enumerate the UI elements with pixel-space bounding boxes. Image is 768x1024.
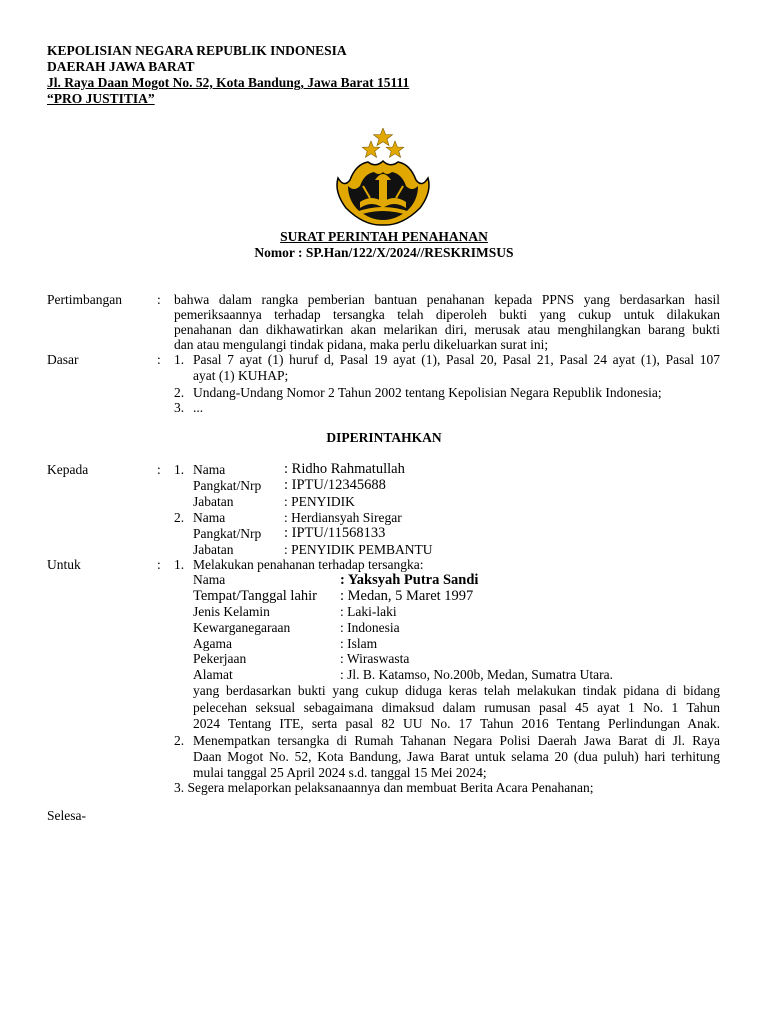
pertimbangan-line-1: bahwa dalam rangka pemberian bantuan penahanan kepada PPNS yang berdasarkan hasil	[174, 292, 720, 307]
dasar-item-1-line-1: Pasal 7 ayat (1) huruf d, Pasal 19 ayat (1), Pasal 20, Pasal 21, Pasal 24 ayat (1), Pasal 107	[193, 352, 720, 367]
header-pro-justitia: “PRO JUSTITIA”	[47, 91, 155, 106]
kepada-person-2-val-jabatan: : PENYIDIK PEMBANTU	[284, 542, 433, 557]
dasar-item-1-line-2: ayat (1) KUHAP;	[193, 368, 289, 383]
police-emblem	[330, 128, 436, 226]
kepada-person-1-key-jabatan: Jabatan	[193, 494, 234, 509]
untuk-item-1-num: 1.	[174, 557, 185, 572]
suspect-key-occupation: Pekerjaan	[193, 651, 247, 666]
kepada-person-2-val-nama: : Herdiansyah Siregar	[284, 510, 402, 525]
kepada-person-1-num: 1.	[174, 462, 185, 477]
suspect-val-ttl: : Medan, 5 Maret 1997	[340, 588, 474, 604]
dasar-item-2-line-1: Undang-Undang Nomor 2 Tahun 2002 tentang Kepolisian Negara Republik Indonesia;	[193, 385, 662, 400]
suspect-key-gender: Jenis Kelamin	[193, 604, 270, 619]
untuk-colon: :	[157, 557, 161, 572]
untuk-item-1-para-2: pelecehan seksual sebagaimana dimaksud dalam rumusan pasal 45 ayat 1 No. 1 Tahun	[193, 700, 720, 715]
untuk-item-1-para-1: yang berdasarkan bukti yang cukup diduga keras telah melakukan tindak pidana di bidang	[193, 683, 720, 698]
suspect-key-address: Alamat	[193, 667, 233, 682]
untuk-item-2-line-2: Daan Mogot No. 52, Kota Bandung, Jawa Barat untuk selama 20 (dua puluh) hari terhitung	[193, 749, 720, 764]
suspect-key-religion: Agama	[193, 636, 232, 651]
kepada-person-2-val-pangkat: : IPTU/11568133	[284, 525, 386, 541]
kepada-person-2-key-jabatan: Jabatan	[193, 542, 234, 557]
pertimbangan-label: Pertimbangan	[47, 292, 122, 307]
untuk-label: Untuk	[47, 557, 81, 572]
kepada-person-1-val-pangkat: : IPTU/12345688	[284, 477, 386, 493]
suspect-val-address: : Jl. B. Katamso, No.200b, Medan, Sumatra Utara.	[340, 667, 613, 682]
pertimbangan-colon: :	[157, 292, 161, 307]
kepada-person-2-key-pangkat: Pangkat/Nrp	[193, 526, 262, 541]
suspect-val-citizenship: : Indonesia	[340, 620, 400, 635]
dasar-item-3-line-1: ...	[193, 400, 204, 415]
pertimbangan-line-2: pemeriksaannya terhadap tersangka telah diperoleh bukti yang cukup untuk dilakukan	[174, 307, 720, 322]
dasar-item-1-num: 1.	[174, 352, 185, 367]
untuk-item-1-intro: Melakukan penahanan terhadap tersangka:	[193, 557, 424, 572]
untuk-item-3: 3. Segera melaporkan pelaksanaannya dan membuat Berita Acara Penahanan;	[174, 780, 594, 795]
suspect-val-nama: : Yaksyah Putra Sandi	[340, 572, 479, 588]
untuk-item-2-num: 2.	[174, 733, 185, 748]
kepada-person-1-key-pangkat: Pangkat/Nrp	[193, 478, 262, 493]
kepada-colon: :	[157, 462, 161, 477]
document-number: Nomor : SP.Han/122/X/2024//RESKRIMSUS	[254, 245, 514, 260]
dasar-label: Dasar	[47, 352, 79, 367]
suspect-val-religion: : Islam	[340, 636, 378, 651]
kepada-person-1-val-jabatan: : PENYIDIK	[284, 494, 355, 509]
kepada-person-2-num: 2.	[174, 510, 185, 525]
suspect-key-citizenship: Kewarganegaraan	[193, 620, 291, 635]
header-address: Jl. Raya Daan Mogot No. 52, Kota Bandung, Jawa Barat 15111	[47, 75, 410, 90]
dasar-colon: :	[157, 352, 161, 367]
untuk-item-2-line-1: Menempatkan tersangka di Rumah Tahanan Negara Polisi Daerah Jawa Barat di Jl. Raya	[193, 733, 720, 748]
untuk-item-2-line-3: mulai tanggal 25 April 2024 s.d. tanggal 15 Mei 2024;	[193, 765, 487, 780]
pertimbangan-line-3: penahanan dan dikhawatirkan akan melarikan diri, merusak atau menghilangkan barang bukti	[174, 322, 720, 337]
document-title: SURAT PERINTAH PENAHANAN	[280, 229, 488, 244]
closing-selesai: Selesa-	[47, 808, 86, 823]
kepada-person-1-key-nama: Nama	[193, 462, 226, 477]
kepada-person-1-val-nama: : Ridho Rahmatullah	[284, 461, 405, 477]
dasar-item-2-num: 2.	[174, 385, 185, 400]
untuk-item-1-para-3: 2024 Tentang ITE, serta pasal 82 UU No. 17 Tahun 2016 Tentang Perlindungan Anak.	[193, 716, 720, 731]
suspect-key-nama: Nama	[193, 572, 226, 587]
pertimbangan-line-4: dan atau mengulangi tindak pidana, maka perlu dikeluarkan surat ini;	[174, 337, 549, 352]
header-institution: KEPOLISIAN NEGARA REPUBLIK INDONESIA	[47, 43, 347, 58]
kepada-person-2-key-nama: Nama	[193, 510, 226, 525]
diperintahkan-heading: DIPERINTAHKAN	[326, 430, 442, 445]
suspect-val-occupation: : Wiraswasta	[340, 651, 410, 666]
suspect-key-ttl: Tempat/Tanggal lahir	[193, 588, 317, 604]
header-region: DAERAH JAWA BARAT	[47, 59, 195, 74]
kepada-label: Kepada	[47, 462, 89, 477]
dasar-item-3-num: 3.	[174, 400, 185, 415]
suspect-val-gender: : Laki-laki	[340, 604, 397, 619]
